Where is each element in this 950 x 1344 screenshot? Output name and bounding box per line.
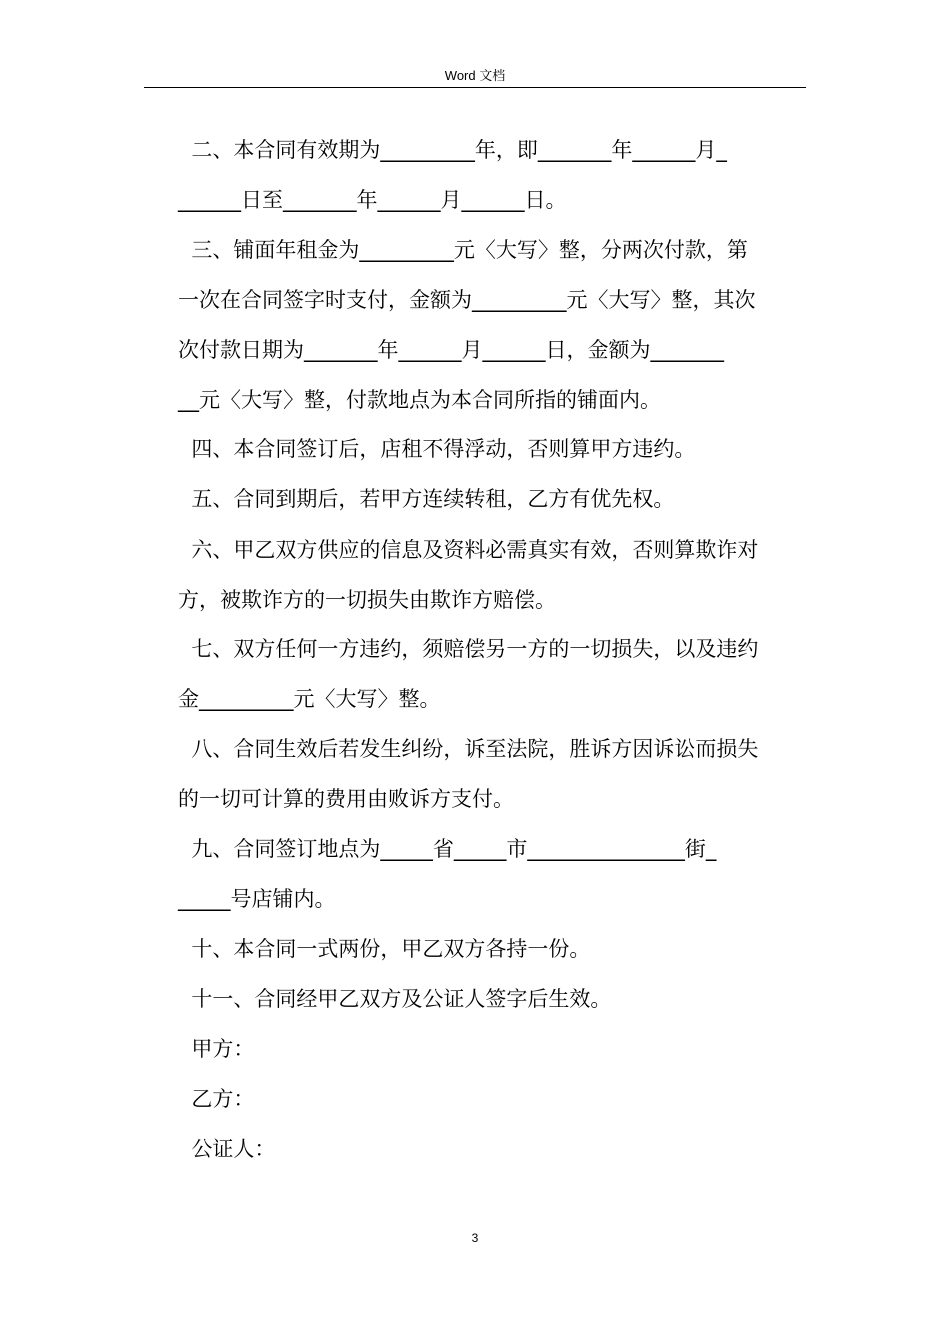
text-line: __元〈大写〉整，付款地点为本合同所指的铺面内。 [178,388,661,412]
text-line: ______日至_______年______月______日。 [178,188,567,212]
text-line: 十、本合同一式两份，甲乙双方各持一份。 [178,937,591,961]
signature-label-notary: 公证人： [178,1137,276,1161]
page-number: 3 [471,1231,479,1245]
text-line: 次付款日期为_______年______月______日，金额为_______ [178,338,724,362]
text-line: 八、合同生效后若发生纠纷，诉至法院，胜诉方因诉讼而损失 [178,737,759,761]
text-line: 六、甲乙双方供应的信息及资料必需真实有效，否则算欺诈对 [178,538,759,562]
text-line: 二、本合同有效期为_________年，即_______年______月_ [178,138,727,162]
text-line: 五、合同到期后，若甲方连续转租，乙方有优先权。 [178,487,675,511]
signature-label-party-b: 乙方： [178,1087,255,1111]
text-line: 三、铺面年租金为_________元〈大写〉整，分两次付款，第 [178,238,748,262]
header-divider [144,87,806,88]
header-title: Word 文档 [444,68,506,83]
text-line: 十一、合同经甲乙双方及公证人签字后生效。 [178,987,612,1011]
text-line: 一次在合同签字时支付，金额为_________元〈大写〉整，其次 [178,288,756,312]
text-line: _____号店铺内。 [178,887,336,911]
signature-label-party-a: 甲方： [178,1037,255,1061]
text-line: 的一切可计算的费用由败诉方支付。 [178,787,514,811]
text-line: 四、本合同签订后，店租不得浮动，否则算甲方违约。 [178,437,696,461]
text-line: 方，被欺诈方的一切损失由欺诈方赔偿。 [178,588,556,612]
text-line: 七、双方任何一方违约，须赔偿另一方的一切损失，以及违约 [178,637,759,661]
text-line: 九、合同签订地点为_____省_____市_______________街_ [178,837,717,861]
text-line: 金_________元〈大写〉整。 [178,687,441,711]
